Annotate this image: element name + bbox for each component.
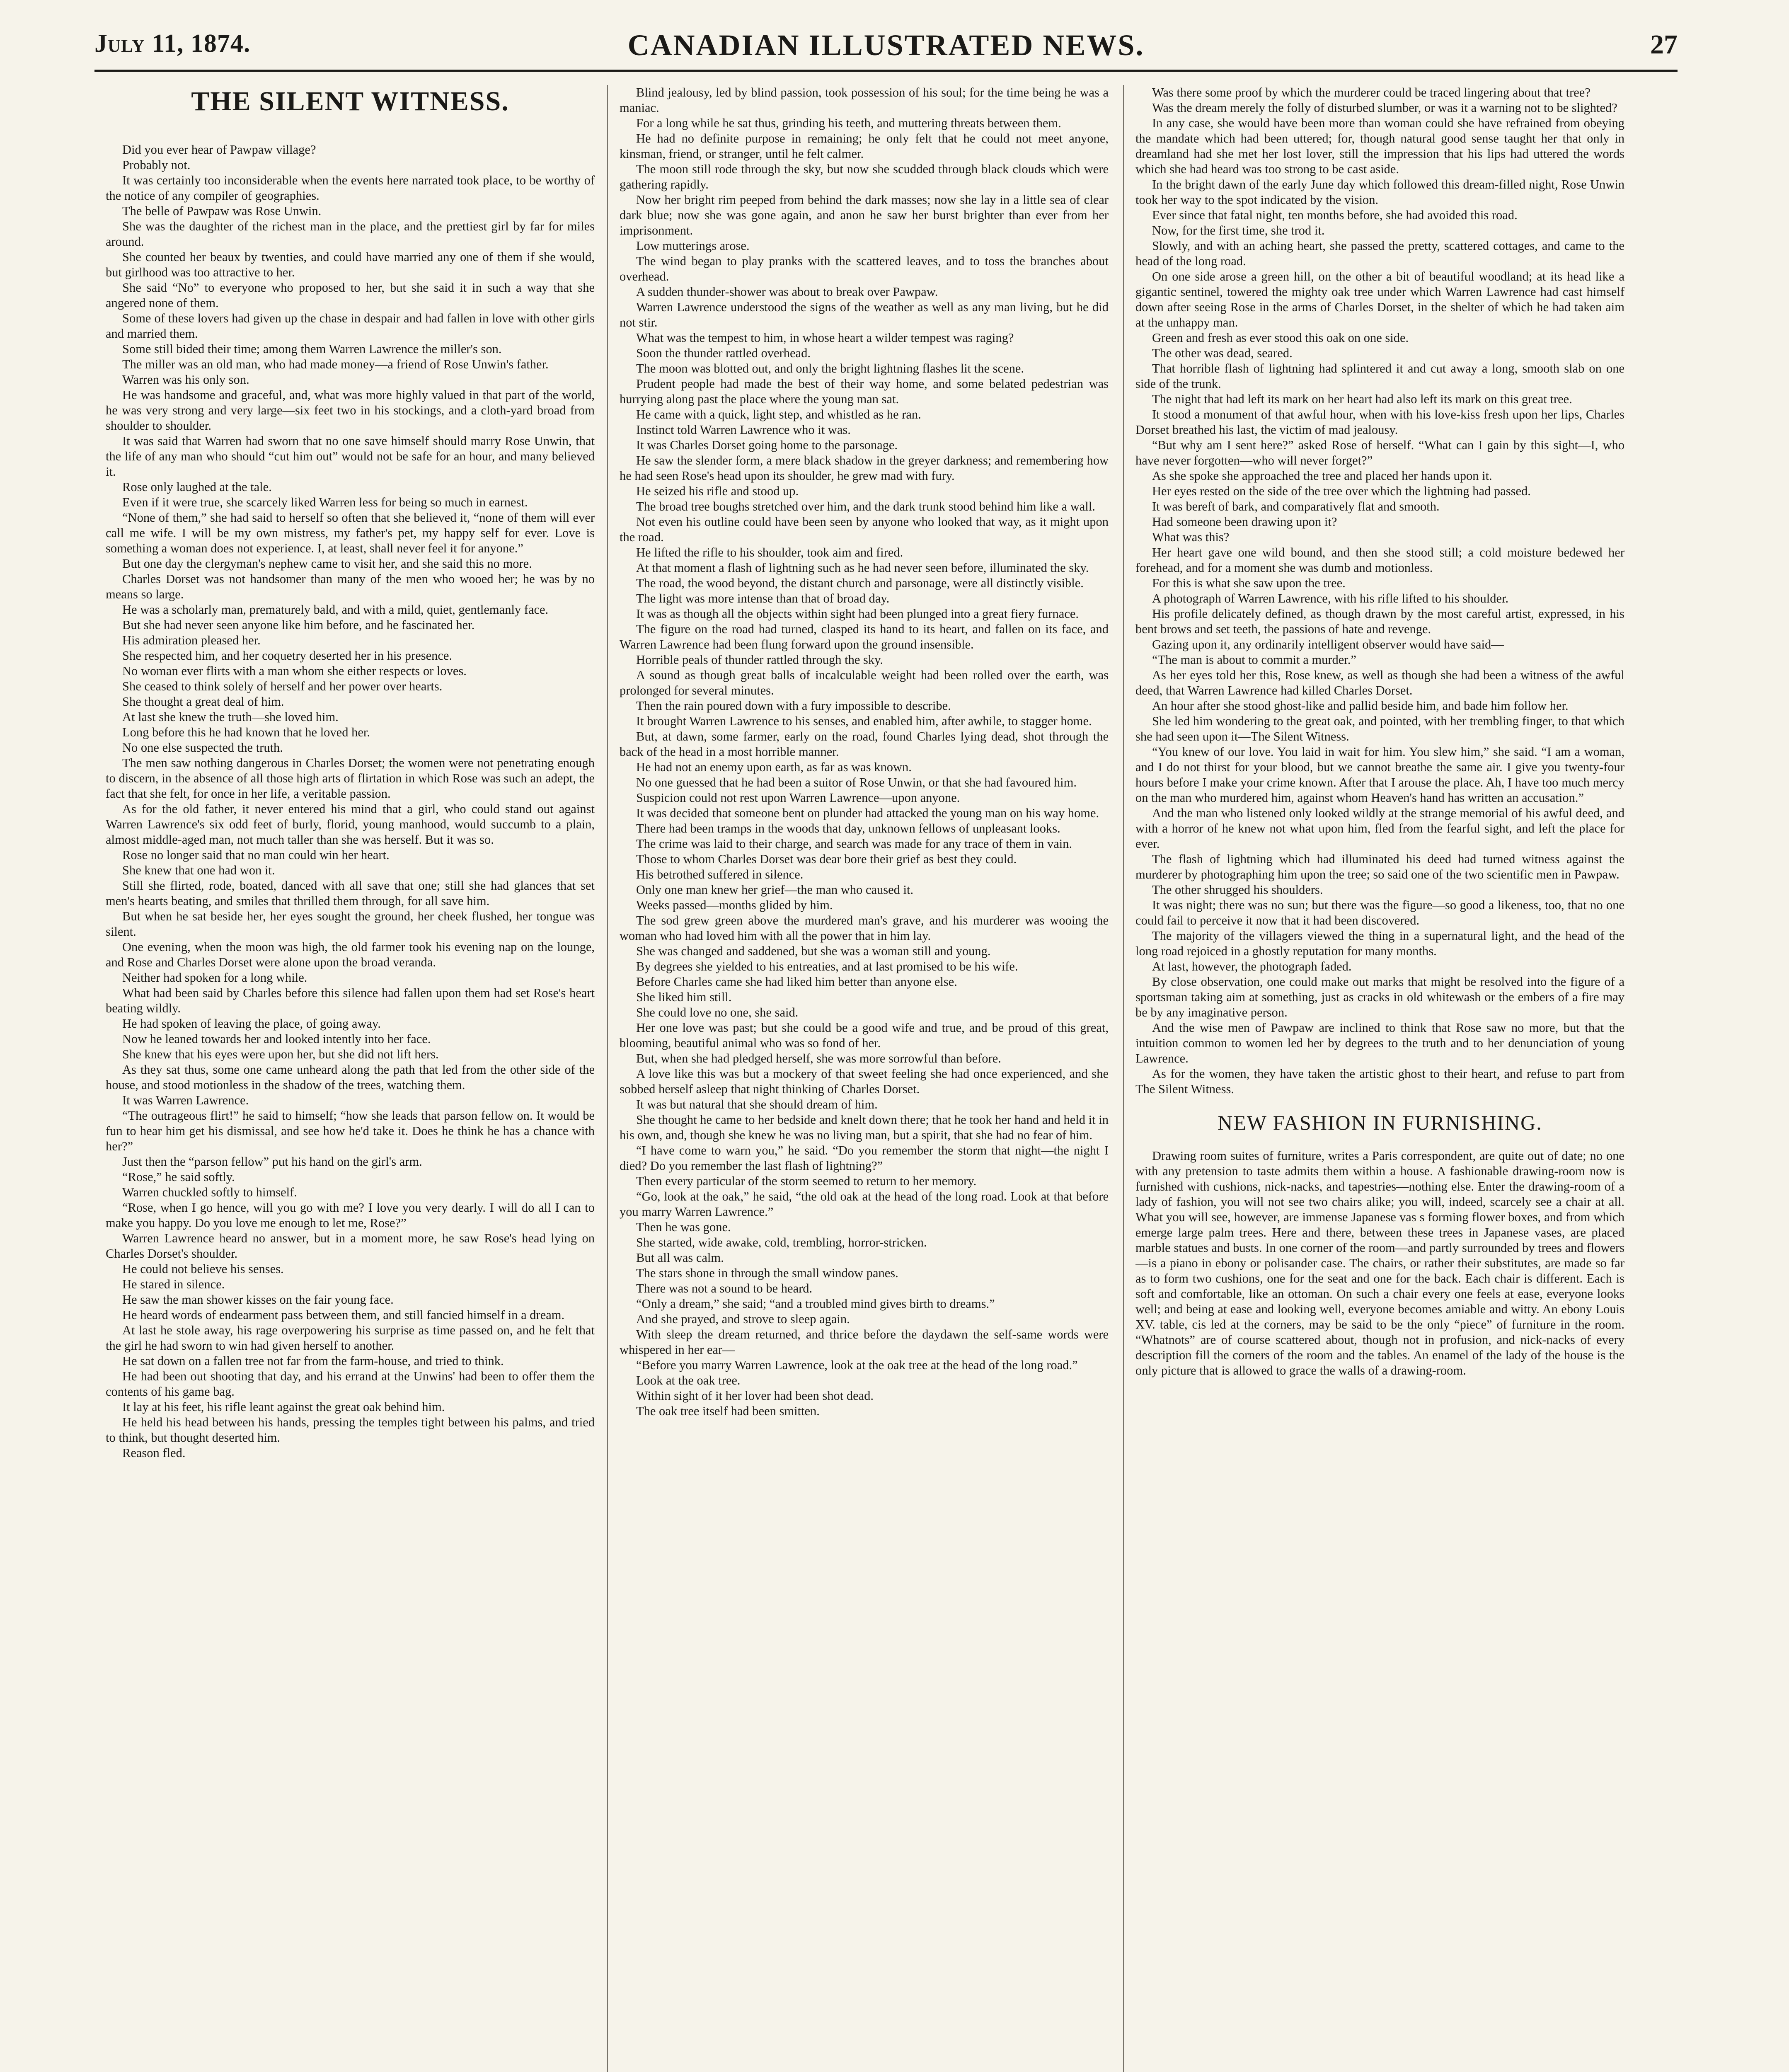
article-paragraph: A sudden thunder-shower was about to break over Pawpaw. [636, 285, 938, 299]
article-paragraph: There had been tramps in the woods that day, unknown fellows of unpleasant looks. [636, 821, 1060, 835]
article-paragraph: As for the women, they have taken the artistic ghost to their heart, and refuse to part from The Silent Witness. [1135, 1067, 1624, 1096]
article-paragraph: The other shrugged his shoulders. [1152, 883, 1323, 897]
article-paragraph: The flash of lightning which had illuminated his deed had turned witness against the murderer by photographing him upon the tree; so said one of the two scientific men in Pawpaw. [1135, 852, 1624, 881]
article-paragraph: He saw the man shower kisses on the fair young face. [122, 1293, 394, 1307]
article-paragraph: Then every particular of the storm seemed to return to her memory. [636, 1174, 977, 1188]
article-paragraph: The other was dead, seared. [1152, 346, 1293, 360]
article-paragraph: She thought a great deal of him. [122, 695, 284, 709]
article-paragraph: He could not believe his senses. [122, 1262, 284, 1276]
article-paragraph: But when he sat beside her, her eyes sought the ground, her cheek flushed, her tongue was silent. [106, 909, 595, 939]
article-paragraph: It was as though all the objects within sight had been plunged into a great fiery furnace. [636, 607, 1079, 621]
article-paragraph: Her one love was past; but she could be a good wife and true, and be proud of this great, blooming, beautiful animal who was so fond of her. [620, 1021, 1109, 1050]
article-paragraph: She respected him, and her coquetry deserted her in his presence. [122, 649, 453, 663]
column-divider [1123, 85, 1124, 2072]
article-paragraph: Warren chuckled softly to himself. [122, 1185, 297, 1199]
article-paragraph: As they sat thus, some one came unheard along the path that led from the other side of the house, and stood motionless in the shadow of the trees, watching them. [106, 1063, 595, 1092]
article-paragraph: Her heart gave one wild bound, and then she stood still; a cold moisture bedewed her forehead, and for a moment she was dumb and motionless. [1135, 545, 1624, 575]
article-paragraph: The miller was an old man, who had made money—a friend of Rose Unwin's father. [122, 357, 549, 371]
article-paragraph: It was decided that someone bent on plunder had attacked the young man on his way home. [636, 806, 1099, 820]
article-paragraph: Then he was gone. [636, 1220, 731, 1234]
article-paragraph: Still she flirted, rode, boated, danced with all save that one; still she had glances that set men's hearts beating, and smiles that thrilled them through, for all save him. [106, 879, 595, 908]
article-paragraph: He stared in silence. [122, 1277, 225, 1291]
article-paragraph: It was night; there was no sun; but there was the figure—so good a likeness, too, that no one could fail to perceive it now that it had been discovered. [1135, 898, 1624, 927]
article-paragraph: There was not a sound to be heard. [636, 1281, 813, 1295]
article-paragraph: Look at the oak tree. [636, 1373, 741, 1387]
article-paragraph: The figure on the road had turned, clasped its hand to its heart, and fallen on its face, and Warren Lawrence had been flung forward upon the ground insensible. [620, 622, 1109, 651]
article-paragraph: Prudent people had made the best of their way home, and some belated pedestrian was hurrying along past the place where the young man sat. [620, 377, 1109, 406]
article-paragraph: Did you ever hear of Pawpaw village? [122, 143, 316, 157]
page-number: 27 [1650, 29, 1678, 60]
article-paragraph: He was a scholarly man, prematurely bald, and with a mild, quiet, gentlemanly face. [122, 603, 549, 617]
article-paragraph: But all was calm. [636, 1251, 724, 1265]
article-paragraph: He had spoken of leaving the place, of going away. [122, 1017, 381, 1031]
article-paragraph: He lifted the rifle to his shoulder, took aim and fired. [636, 545, 903, 559]
article-paragraph: Those to whom Charles Dorset was dear bore their grief as best they could. [636, 852, 1017, 866]
article-paragraph: Now, for the first time, she trod it. [1152, 223, 1325, 237]
article-paragraph: No woman ever flirts with a man whom she either respects or loves. [122, 664, 467, 678]
article-paragraph: The broad tree boughs stretched over him, and the dark trunk stood behind him like a wall. [636, 499, 1095, 513]
article-paragraph: Long before this he had known that he loved her. [122, 725, 370, 739]
article-paragraph: Reason fled. [122, 1446, 186, 1460]
article-paragraph: Drawing room suites of furniture, writes a Paris correspondent, are quite out of date; no one with any pretension to taste admits them within a house. A fashionable drawing-room now is furnished with cushions, nick-nacks, and tapestries—nothing else. Enter the drawing-room of a lady of fashion, you will not see two chairs alike; you will, indeed, scarcely see a chair at all. What you will see, however, are immense Japanese vas s forming flower boxes, and from which emerge large palm trees. Here and there, between these trees in Japanese vases, are placed marble statues and busts. In one corner of the room—and partly surrounded by trees and flowers—is a piano in ebony or polisander case. The chairs, or rather their substitutes, are made so far as to form two cushions, one for the seat and one for the back. Each chair is different. Each is soft and comfortable, like an ottoman. On such a chair every one feels at ease, everyone looks well; and being at ease and looking well, everyone becomes amiable and witty. An ebony Louis XV. table, cis led at the corners, may be said to be the only “piece” of furniture in the room. “Whatnots” are of course scattered about, though not in profusion, and nick-nacks of every description fill the corners of the room and the tables. An enamel of the lady of the house is the only picture that is allowed to grace the walls of a drawing-room. [1135, 1149, 1624, 1377]
article-2-title: NEW FASHION IN FURNISHING. [1218, 1111, 1542, 1134]
article-paragraph: A love like this was but a mockery of that sweet feeling she had once experienced, and she sobbed herself asleep that night thinking of Charles Dorset. [620, 1067, 1109, 1096]
column-1 [106, 85, 595, 2072]
article-paragraph: At last, however, the photograph faded. [1152, 959, 1352, 973]
article-paragraph: Within sight of it her lover had been shot dead. [636, 1389, 874, 1403]
article-paragraph: He came with a quick, light step, and whistled as he ran. [636, 407, 921, 421]
article-paragraph: Even if it were true, she scarcely liked Warren less for being so much in earnest. [122, 495, 528, 509]
article-paragraph: “Only a dream,” she said; “and a troubled mind gives birth to dreams.” [636, 1297, 995, 1311]
article-paragraph: Probably not. [122, 158, 191, 172]
article-paragraph: An hour after she stood ghost-like and pallid beside him, and bade him follow her. [1152, 699, 1569, 713]
article-paragraph: But she had never seen anyone like him before, and he fascinated her. [122, 618, 475, 632]
article-paragraph: Suspicion could not rest upon Warren Lawrence—upon anyone. [636, 791, 960, 805]
article-paragraph: He saw the slender form, a mere black shadow in the greyer darkness; and remembering how he had seen Rose's head upon its shoulder, he grew mad with fury. [620, 453, 1109, 483]
masthead-rule [94, 70, 1678, 72]
article-paragraph: He had no definite purpose in remaining; he only felt that he could not meet anyone, kinsman, friend, or stranger, until he felt calmer. [620, 131, 1109, 161]
article-paragraph: Only one man knew her grief—the man who caused it. [636, 883, 914, 897]
article-paragraph: By degrees she yielded to his entreaties, and at last promised to be his wife. [636, 959, 1018, 973]
article-paragraph: One evening, when the moon was high, the old farmer took his evening nap on the lounge, and Rose and Charles Dorset were alone upon the broad veranda. [106, 940, 595, 969]
article-paragraph: Rose no longer said that no man could win her heart. [122, 848, 390, 862]
article-paragraph: At last she knew the truth—she loved him. [122, 710, 339, 724]
article-paragraph: He seized his rifle and stood up. [636, 484, 799, 498]
article-paragraph: For a long while he sat thus, grinding his teeth, and muttering threats between them. [636, 116, 1061, 130]
article-paragraph: “Before you marry Warren Lawrence, look at the oak tree at the head of the long road.” [636, 1358, 1078, 1372]
article-paragraph: His profile delicately defined, as though drawn by the most careful artist, expressed, in his bent brows and set teeth, the passions of hate and revenge. [1135, 607, 1624, 636]
article-paragraph: He had not an enemy upon earth, as far as was known. [636, 760, 912, 774]
article-title: THE SILENT WITNESS. [191, 86, 509, 116]
article-paragraph: The sod grew green above the murdered man's grave, and his murderer was wooing the woman who had loved him with all the power that in him lay. [620, 913, 1109, 943]
article-paragraph: He held his head between his hands, pressing the temples tight between his palms, and tried to think, but thought deserted him. [106, 1415, 595, 1445]
article-paragraph: No one guessed that he had been a suitor of Rose Unwin, or that she had favoured him. [636, 775, 1077, 789]
column-divider [607, 85, 608, 2072]
article-paragraph: But one day the clergyman's nephew came to visit her, and she said this no more. [122, 557, 532, 571]
article-paragraph: A sound as though great balls of incalculable weight had been rolled over the earth, was prolonged for several minutes. [620, 668, 1109, 697]
article-paragraph: The moon still rode through the sky, but now she scudded through black clouds which were gathering rapidly. [620, 162, 1109, 191]
article-paragraph: “None of them,” she had said to herself so often that she believed it, “none of them will ever call me wife. I will be my own mistress, my father's pet, my happy self for ever. Love is something a woman does not experience. I, at least, shall never feel it for anyone.” [106, 511, 595, 555]
article-paragraph: Before Charles came she had liked him better than anyone else. [636, 975, 957, 989]
article-paragraph: Just then the “parson fellow” put his hand on the girl's arm. [122, 1155, 422, 1169]
article-paragraph: But, at dawn, some farmer, early on the road, found Charles lying dead, shot through the back of the head in a most horrible manner. [620, 729, 1109, 759]
article-paragraph: She started, wide awake, cold, trembling, horror-stricken. [636, 1235, 927, 1249]
article-paragraph: Soon the thunder rattled overhead. [636, 346, 811, 360]
article-paragraph: At last he stole away, his rage overpowering his surprise as time passed on, and he felt that the girl he had sworn to win had given herself to another. [106, 1323, 595, 1353]
article-paragraph: Weeks passed—months glided by him. [636, 898, 833, 912]
article-paragraph: “The outrageous flirt!” he said to himself; “how she leads that parson fellow on. It would be fun to hear him get his dismissal, and see how he'd take it. Does he think he has a chance with her?” [106, 1109, 595, 1153]
article-paragraph: Blind jealousy, led by blind passion, took possession of his soul; for the time being he was a maniac. [620, 85, 1109, 115]
newspaper-title: CANADIAN ILLUSTRATED NEWS. [627, 29, 1145, 62]
article-paragraph: She knew that his eyes were upon her, but she did not lift hers. [122, 1047, 439, 1061]
article-paragraph: What was the tempest to him, in whose heart a wilder tempest was raging? [636, 331, 1014, 345]
article-paragraph: “I have come to warn you,” he said. “Do you remember the storm that night—the night I died? Do you remember the last flash of lightning?” [620, 1143, 1109, 1173]
article-paragraph: “But why am I sent here?” asked Rose of herself. “What can I gain by this sight—I, who have never forgotten—who will never forget?” [1135, 438, 1624, 467]
article-paragraph: The majority of the villagers viewed the thing in a supernatural light, and the head of the long road rejoiced in a ghostly reputation for many months. [1135, 929, 1624, 958]
article-paragraph: In the bright dawn of the early June day which followed this dream-filled night, Rose Unwin took her way to the spot indicated by the vision. [1135, 177, 1624, 207]
article-paragraph: The stars shone in through the small window panes. [636, 1266, 898, 1280]
article-paragraph: Some of these lovers had given up the chase in despair and had fallen in love with other girls and married them. [106, 311, 595, 341]
article-paragraph: Then the rain poured down with a fury impossible to describe. [636, 699, 951, 713]
article-paragraph: Not even his outline could have been seen by anyone who looked that way, as it might upon the road. [620, 515, 1109, 544]
article-paragraph: It lay at his feet, his rifle leant against the great oak behind him. [122, 1400, 445, 1414]
article-paragraph: The oak tree itself had been smitten. [636, 1404, 820, 1418]
article-paragraph: The light was more intense than that of broad day. [636, 591, 890, 605]
article-paragraph: A photograph of Warren Lawrence, with his rifle lifted to his shoulder. [1152, 591, 1509, 605]
article-paragraph: He sat down on a fallen tree not far from the farm-house, and tried to think. [122, 1354, 504, 1368]
article-paragraph: Charles Dorset was not handsomer than many of the men who wooed her; he was by no means so large. [106, 572, 595, 601]
article-paragraph: His betrothed suffered in silence. [636, 867, 804, 881]
article-paragraph: Rose only laughed at the tale. [122, 480, 272, 494]
article-paragraph: The wind began to play pranks with the scattered leaves, and to toss the branches about overhead. [620, 254, 1109, 283]
article-paragraph: The night that had left its mark on her heart had also left its mark on this great tree. [1152, 392, 1572, 406]
article-paragraph: She said “No” to everyone who proposed to her, but she said it in such a way that she angered none of them. [106, 281, 595, 310]
article-paragraph: She was changed and saddened, but she was a woman still and young. [636, 944, 991, 958]
article-paragraph: The men saw nothing dangerous in Charles Dorset; the women were not penetrating enough to discern, in the absence of all those high arts of flirtation in which Rose was such an adept, the fact that she felt, for once in her life, a veritable passion. [106, 756, 595, 801]
article-paragraph: She liked him still. [636, 990, 732, 1004]
article-paragraph: Horrible peals of thunder rattled through the sky. [636, 653, 884, 667]
article-paragraph: Low mutterings arose. [636, 239, 750, 253]
article-paragraph: It was certainly too inconsiderable when the events here narrated took place, to be worthy of the notice of any compiler of geographies. [106, 173, 595, 203]
article-paragraph: She thought he came to her bedside and knelt down there; that he took her hand and held it in his own, and, though she knew he was no living man, but a spirit, that she had no fear of him. [620, 1113, 1109, 1142]
article-paragraph: Some still bided their time; among them Warren Lawrence the miller's son. [122, 342, 502, 356]
article-paragraph: What had been said by Charles before this silence had fallen upon them had set Rose's heart beating wildly. [106, 986, 595, 1015]
article-paragraph: Warren Lawrence understood the signs of the weather as well as any man living, but he did not stir. [620, 300, 1109, 329]
article-paragraph: And the man who listened only looked wildly at the strange memorial of his awful deed, and with a horror of he knew not what upon him, fled from the fearful sight, and left the place for ever. [1135, 806, 1624, 851]
article-paragraph: He had been out shooting that day, and his errand at the Unwins' had been to offer them the contents of his game bag. [106, 1369, 595, 1399]
article-paragraph: Her eyes rested on the side of the tree over which the lightning had passed. [1152, 484, 1531, 498]
article-paragraph: On one side arose a green hill, on the other a bit of beautiful woodland; at its head like a gigantic sentinel, towered the mighty oak tree under which Warren Lawrence had cast himself down after seeing Rose in the arms of Charles Dorset, in the shelter of which he had taken aim at the unhappy man. [1135, 269, 1624, 329]
column-2 [620, 85, 1109, 2072]
article-paragraph: As for the old father, it never entered his mind that a girl, who could stand out against Warren Lawrence's six odd feet of burly, florid, young manhood, would succumb to a plain, almost middle-aged man, not much taller than she was herself. But it was so. [106, 802, 595, 847]
article-paragraph: It was Warren Lawrence. [122, 1093, 249, 1107]
article-paragraph: For this is what she saw upon the tree. [1152, 576, 1346, 590]
article-paragraph: She could love no one, she said. [636, 1005, 799, 1019]
article-paragraph: The moon was blotted out, and only the bright lightning flashes lit the scene. [636, 361, 1024, 375]
article-paragraph: She knew that one had won it. [122, 863, 275, 877]
article-paragraph: Neither had spoken for a long while. [122, 971, 307, 985]
article-paragraph: Had someone been drawing upon it? [1152, 515, 1337, 529]
article-paragraph: He was handsome and graceful, and, what was more highly valued in that part of the world, he was very strong and very large—six feet two in his stockings, and a cloth-yard broad from shoulder to shoulder. [106, 388, 595, 433]
article-paragraph: Warren Lawrence heard no answer, but in a moment more, he saw Rose's head lying on Charles Dorset's shoulder. [106, 1231, 595, 1261]
article-paragraph: “You knew of our love. You laid in wait for him. You slew him,” she said. “I am a woman, and I do not thirst for your blood, but we cannot breathe the same air. I give you twenty-four hours before I make your crime known. After that I arouse the place. Ah, I have too much mercy on the man who murdered him, against whom Heaven's hand has written an accusation.” [1135, 745, 1624, 805]
column-3 [1135, 85, 1624, 2072]
article-paragraph: His admiration pleased her. [122, 633, 261, 647]
article-paragraph: The crime was laid to their charge, and search was made for any trace of them in vain. [636, 837, 1072, 851]
masthead [94, 26, 1678, 67]
article-paragraph: “The man is about to commit a murder.” [1152, 653, 1356, 667]
article-paragraph: He heard words of endearment pass between them, and still fancied himself in a dream. [122, 1308, 565, 1322]
article-paragraph: Gazing upon it, any ordinarily intelligent observer would have said— [1152, 637, 1504, 651]
article-paragraph: And she prayed, and strove to sleep again. [636, 1312, 850, 1326]
article-paragraph: Was the dream merely the folly of disturbed slumber, or was it a warning not to be slighted? [1152, 101, 1617, 115]
article-paragraph: She counted her beaux by twenties, and could have married any one of them if she would, but girlhood was too attractive to her. [106, 250, 595, 279]
article-paragraph: As her eyes told her this, Rose knew, as well as though she had been a witness of the awful deed, that Warren Lawrence had killed Charles Dorset. [1135, 668, 1624, 697]
article-paragraph: Ever since that fatal night, ten months before, she had avoided this road. [1152, 208, 1518, 222]
article-paragraph: Instinct told Warren Lawrence who it was. [636, 423, 851, 437]
article-paragraph: She was the daughter of the richest man in the place, and the prettiest girl by far for miles around. [106, 219, 595, 249]
article-paragraph: It stood a monument of that awful hour, when with his love-kiss fresh upon her lips, Charles Dorset breathed his last, the victim of mad jealousy. [1135, 407, 1624, 437]
article-paragraph: And the wise men of Pawpaw are inclined to think that Rose saw no more, but that the intuition common to women led her by degrees to the truth and to her denunciation of young Lawrence. [1135, 1021, 1624, 1065]
article-paragraph: With sleep the dream returned, and thrice before the daydawn the self-same words were whispered in her ear— [620, 1327, 1109, 1357]
article-paragraph: Warren was his only son. [122, 373, 249, 387]
article-paragraph: She ceased to think solely of herself and her power over hearts. [122, 679, 443, 693]
article-paragraph: But, when she had pledged herself, she was more sorrowful than before. [636, 1051, 1001, 1065]
article-paragraph: As she spoke she approached the tree and placed her hands upon it. [1152, 469, 1492, 483]
article-paragraph: The road, the wood beyond, the distant church and parsonage, were all distinctly visible. [636, 576, 1084, 590]
issue-date: July 11, 1874. [94, 29, 251, 58]
article-paragraph: “Go, look at the oak,” he said, “the old oak at the head of the long road. Look at that before you marry Warren Lawrence.” [620, 1189, 1109, 1219]
article-paragraph: By close observation, one could make out marks that might be resolved into the figure of a sportsman taking aim at something, just as cracks in old whitewash or the embers of a fire may be by any imaginative person. [1135, 975, 1624, 1019]
article-paragraph: It brought Warren Lawrence to his senses, and enabled him, after awhile, to stagger home. [636, 714, 1092, 728]
article-paragraph: It was but natural that she should dream of him. [636, 1097, 878, 1111]
article-paragraph: She led him wondering to the great oak, and pointed, with her trembling finger, to that which she had seen upon it—The Silent Witness. [1135, 714, 1624, 743]
article-paragraph: It was Charles Dorset going home to the parsonage. [636, 438, 898, 452]
article-paragraph: It was said that Warren had sworn that no one save himself should marry Rose Unwin, that the life of any man who should “cut him out” would not be safe for an hour, and many believed it. [106, 434, 595, 479]
article-paragraph: What was this? [1152, 530, 1230, 544]
article-paragraph: “Rose, when I go hence, will you go with me? I love you very dearly. I will do all I can to make you happy. Do you love me enough to let me, Rose?” [106, 1201, 595, 1230]
article-paragraph: The belle of Pawpaw was Rose Unwin. [122, 204, 322, 218]
article-paragraph: Now her bright rim peeped from behind the dark masses; now she lay in a little sea of clear dark blue; now she was gone again, and anon he saw her burst brighter than ever from her imprisonment. [620, 193, 1109, 237]
article-paragraph: It was bereft of bark, and comparatively flat and smooth. [1152, 499, 1440, 513]
article-paragraph: That horrible flash of lightning had splintered it and cut away a long, smooth slab on one side of the trunk. [1135, 361, 1624, 391]
article-paragraph: At that moment a flash of lightning such as he had never seen before, illuminated the sky. [636, 561, 1089, 575]
article-paragraph: “Rose,” he said softly. [122, 1170, 235, 1184]
article-paragraph: Green and fresh as ever stood this oak on one side. [1152, 331, 1409, 345]
article-paragraph: Slowly, and with an aching heart, she passed the pretty, scattered cottages, and came to the head of the long road. [1135, 239, 1624, 268]
article-paragraph: In any case, she would have been more than woman could she have refrained from obeying the mandate which had been uttered; for, though natural good sense taught her that only in dreamland had she met her lost lover, still the impression that his lips had uttered the words which she had heard was too strong to be cast aside. [1135, 116, 1624, 176]
article-paragraph: Now he leaned towards her and looked intently into her face. [122, 1032, 431, 1046]
article-paragraph: Was there some proof by which the murderer could be traced lingering about that tree? [1152, 85, 1590, 99]
article-paragraph: No one else suspected the truth. [122, 741, 283, 755]
